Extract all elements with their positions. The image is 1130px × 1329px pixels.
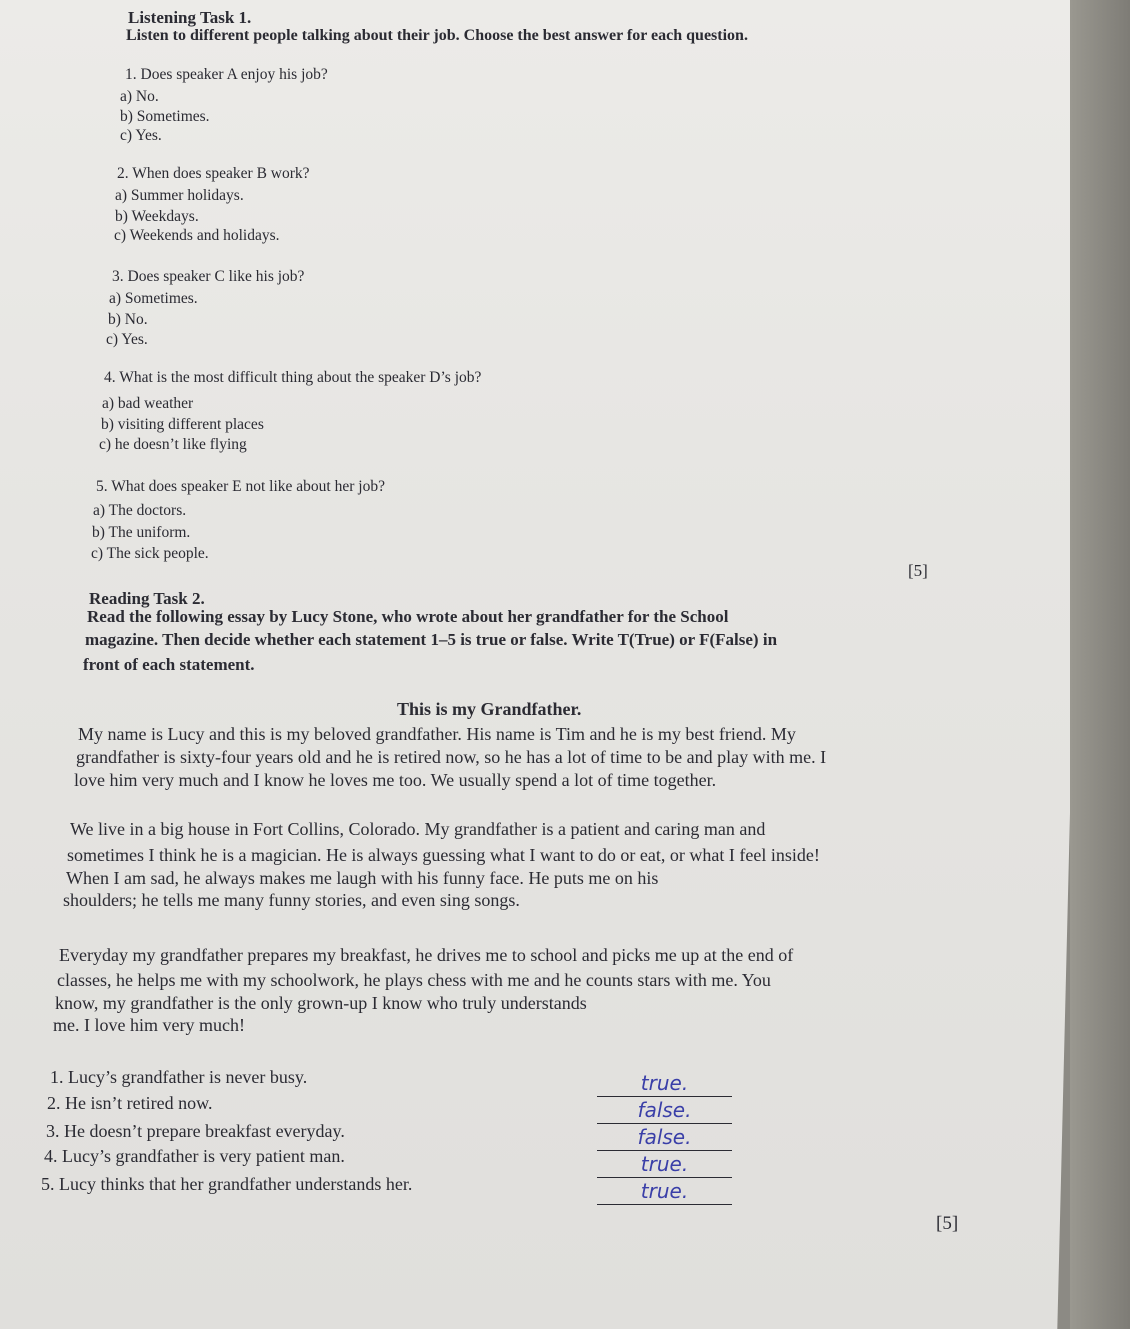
q5-option-c: c) The sick people. bbox=[91, 545, 209, 562]
question-4: 4. What is the most difficult thing about the speaker D’s job? bbox=[104, 369, 482, 386]
q4-option-a: a) bad weather bbox=[102, 395, 194, 412]
q1-option-a: a) No. bbox=[120, 88, 159, 105]
listening-instruction: Listen to different people talking about their job. Choose the best answer for each question. bbox=[126, 27, 748, 44]
statement-5: 5. Lucy thinks that her grandfather understands her. bbox=[41, 1174, 413, 1194]
q4-option-c: c) he doesn’t like flying bbox=[99, 436, 247, 453]
essay-title: This is my Grandfather. bbox=[397, 699, 582, 719]
reading-instruction-line-2: magazine. Then decide whether each statement 1–5 is true or false. Write T(True) or F(False) in bbox=[85, 630, 778, 649]
essay-p2-line-1: We live in a big house in Fort Collins, Colorado. My grandfather is a patient and caring man and bbox=[70, 819, 766, 839]
q4-option-b: b) visiting different places bbox=[101, 416, 264, 433]
answer-5-handwritten: true. bbox=[597, 1178, 732, 1205]
q3-option-a: a) Sometimes. bbox=[109, 290, 198, 307]
q1-option-c: c) Yes. bbox=[120, 127, 162, 144]
essay-p3-line-1: Everyday my grandfather prepares my breakfast, he drives me to school and picks me up at the end of bbox=[59, 945, 794, 965]
statement-3: 3. He doesn’t prepare breakfast everyday. bbox=[46, 1121, 345, 1141]
reading-heading: Reading Task 2. bbox=[89, 589, 205, 608]
q2-option-a: a) Summer holidays. bbox=[115, 187, 244, 204]
q5-option-a: a) The doctors. bbox=[93, 502, 187, 519]
statement-2: 2. He isn’t retired now. bbox=[47, 1093, 213, 1113]
answer-1-handwritten: true. bbox=[597, 1070, 732, 1097]
listening-score: [5] bbox=[908, 561, 928, 580]
essay-p3-line-4: me. I love him very much! bbox=[53, 1015, 245, 1035]
reading-instruction-line-3: front of each statement. bbox=[83, 655, 255, 674]
desk-background bbox=[1070, 0, 1130, 1329]
statement-1: 1. Lucy’s grandfather is never busy. bbox=[50, 1067, 308, 1087]
question-3: 3. Does speaker C like his job? bbox=[112, 268, 305, 285]
q3-option-c: c) Yes. bbox=[106, 331, 148, 348]
essay-p1-line-1: My name is Lucy and this is my beloved grandfather. His name is Tim and he is my best friend. My bbox=[78, 724, 796, 744]
q5-option-b: b) The uniform. bbox=[92, 524, 191, 541]
reading-score: [5] bbox=[936, 1213, 959, 1234]
essay-p1-line-3: love him very much and I know he loves me too. We usually spend a lot of time together. bbox=[74, 770, 717, 790]
question-5: 5. What does speaker E not like about her job? bbox=[96, 478, 385, 495]
question-1: 1. Does speaker A enjoy his job? bbox=[125, 66, 328, 83]
reading-instruction-line-1: Read the following essay by Lucy Stone, who wrote about her grandfather for the School bbox=[87, 607, 729, 626]
q3-option-b: b) No. bbox=[108, 311, 148, 328]
essay-p3-line-2: classes, he helps me with my schoolwork, he plays chess with me and he counts stars with me. You bbox=[57, 970, 771, 990]
essay-p1-line-2: grandfather is sixty-four years old and he is retired now, so he has a lot of time to be and play with me. I bbox=[76, 747, 827, 767]
q1-option-b: b) Sometimes. bbox=[120, 108, 210, 125]
essay-p2-line-4: shoulders; he tells me many funny stories, and even sing songs. bbox=[63, 890, 520, 910]
answer-4-handwritten: true. bbox=[597, 1151, 732, 1178]
essay-p3-line-3: know, my grandfather is the only grown-up I know who truly understands bbox=[55, 993, 587, 1013]
essay-p2-line-3: When I am sad, he always makes me laugh with his funny face. He puts me on his bbox=[66, 868, 659, 888]
essay-p2-line-2: sometimes I think he is a magician. He is always guessing what I want to do or eat, or what I feel inside! bbox=[67, 845, 820, 865]
statement-4: 4. Lucy’s grandfather is very patient man. bbox=[44, 1146, 345, 1166]
answer-2-handwritten: false. bbox=[597, 1097, 732, 1124]
q2-option-c: c) Weekends and holidays. bbox=[114, 227, 280, 244]
answer-3-handwritten: false. bbox=[597, 1124, 732, 1151]
q2-option-b: b) Weekdays. bbox=[115, 208, 199, 225]
question-2: 2. When does speaker B work? bbox=[117, 165, 310, 182]
listening-heading: Listening Task 1. bbox=[128, 8, 252, 27]
